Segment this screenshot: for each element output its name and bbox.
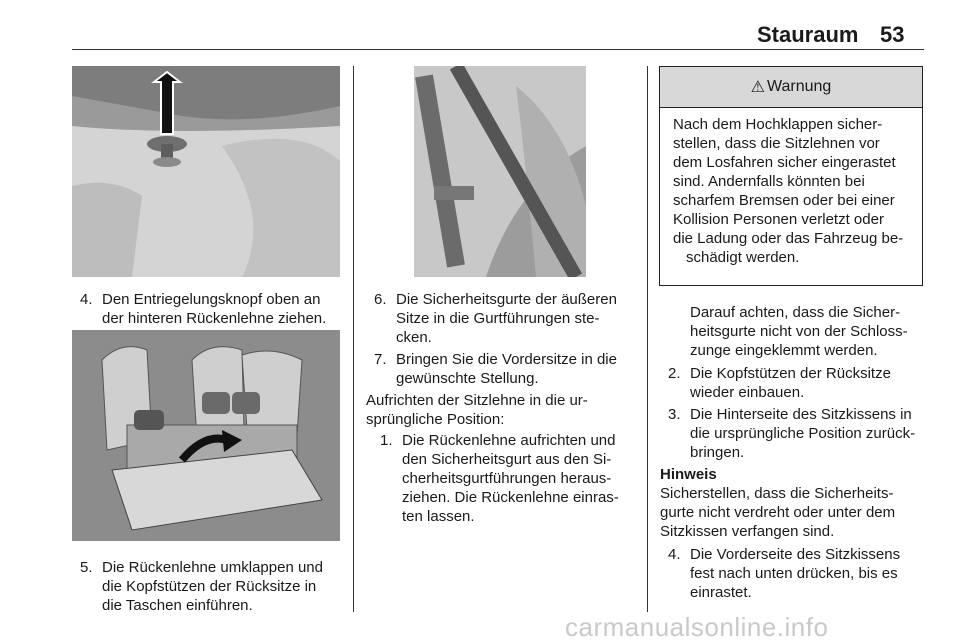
note-line: Sitzkissen verfangen sind. bbox=[660, 523, 835, 540]
warning-line: Nach dem Hochklappen sicher- bbox=[673, 116, 883, 133]
warning-box bbox=[659, 66, 923, 286]
warning-line: scharfem Bremsen oder bei einer bbox=[673, 192, 895, 209]
note-line: gurte nicht verdreht oder unter dem bbox=[660, 504, 896, 521]
illustration-release-knob bbox=[72, 66, 340, 277]
step-line: Die Rückenlehne aufrichten und bbox=[402, 432, 616, 449]
fold-seat-drawing bbox=[72, 330, 340, 541]
step-number: 5. bbox=[80, 559, 93, 576]
text-line: Darauf achten, dass die Sicher- bbox=[690, 304, 901, 321]
step-number: 7. bbox=[374, 351, 387, 368]
step-line: wieder einbauen. bbox=[690, 384, 805, 401]
continued-text bbox=[690, 303, 930, 360]
warning-line: dem Losfahren sicher eingerastet bbox=[673, 154, 896, 171]
step-line: fest nach unten drücken, bis es bbox=[690, 565, 898, 582]
step-number: 3. bbox=[668, 406, 681, 423]
step-line: Den Entriegelungsknopf oben an bbox=[102, 291, 321, 308]
page-number: 53 bbox=[880, 22, 905, 47]
step-number: 2. bbox=[668, 365, 681, 382]
warning-line: Kollision Personen verletzt oder bbox=[673, 211, 884, 228]
step-line: Die Kopfstützen der Rücksitze bbox=[690, 365, 891, 382]
step-line: Die Sicherheitsgurte der äußeren bbox=[396, 291, 617, 308]
release-knob-drawing bbox=[72, 66, 340, 277]
step-line: der hinteren Rückenlehne ziehen. bbox=[102, 310, 327, 327]
step-line: cherheitsgurtführungen heraus- bbox=[402, 470, 612, 487]
step-line: ziehen. Die Rückenlehne einras- bbox=[402, 489, 619, 506]
section-title: Stauraum bbox=[757, 22, 859, 47]
illustration-belt-guide bbox=[366, 66, 634, 277]
warning-line: sind. Andernfalls könnten bei bbox=[673, 173, 865, 190]
column-divider-2 bbox=[647, 66, 648, 612]
warning-title: Warnung bbox=[767, 78, 832, 95]
step-number: 1. bbox=[380, 432, 393, 449]
step-line: gewünschte Stellung. bbox=[396, 370, 539, 387]
text-line: heitsgurte nicht von der Schloss- bbox=[690, 323, 908, 340]
step-line: Die Rückenlehne umklappen und bbox=[102, 559, 323, 576]
step-line: bringen. bbox=[690, 444, 745, 461]
belt-guide-drawing bbox=[366, 66, 634, 277]
step-line: Die Vorderseite des Sitzkissens bbox=[690, 546, 901, 563]
intro-line: Aufrichten der Sitzlehne in die ur- bbox=[366, 392, 588, 409]
step-line: Bringen Sie die Vordersitze in die bbox=[396, 351, 617, 368]
section-intro bbox=[366, 391, 641, 429]
step-line: die Kopfstützen der Rücksitze in bbox=[102, 578, 317, 595]
step-number: 4. bbox=[80, 291, 93, 308]
step-line: einrastet. bbox=[690, 584, 752, 601]
note-line: Sicherstellen, dass die Sicherheits- bbox=[660, 485, 894, 502]
step-line: den Sicherheitsgurt aus den Si- bbox=[402, 451, 612, 468]
warning-line: schädigt werden. bbox=[686, 249, 800, 266]
column-divider-1 bbox=[353, 66, 354, 612]
warning-line: stellen, dass die Sitzlehnen vor bbox=[673, 135, 880, 152]
step-line: ten lassen. bbox=[402, 508, 475, 525]
warning-line: die Ladung oder das Fahrzeug be- bbox=[673, 230, 904, 247]
intro-line: sprüngliche Position: bbox=[366, 411, 505, 428]
text-line: zunge eingeklemmt werden. bbox=[690, 342, 878, 359]
step-line: die Taschen einführen. bbox=[102, 597, 253, 614]
warning-text bbox=[673, 115, 918, 267]
step-number: 4. bbox=[668, 546, 681, 563]
illustration-fold-seat bbox=[72, 330, 340, 541]
note-label: Hinweis bbox=[660, 466, 717, 483]
note-block bbox=[660, 465, 930, 541]
warning-icon: ⚠ bbox=[750, 79, 765, 96]
step-line: Sitze in die Gurtführungen ste- bbox=[396, 310, 600, 327]
warning-header bbox=[660, 67, 922, 108]
header-divider bbox=[72, 49, 924, 50]
watermark: carmanualsonline.info bbox=[565, 612, 829, 642]
step-number: 6. bbox=[374, 291, 387, 308]
step-line: cken. bbox=[396, 329, 432, 346]
step-line: Die Hinterseite des Sitzkissens in bbox=[690, 406, 912, 423]
step-line: die ursprüngliche Position zurück- bbox=[690, 425, 916, 442]
